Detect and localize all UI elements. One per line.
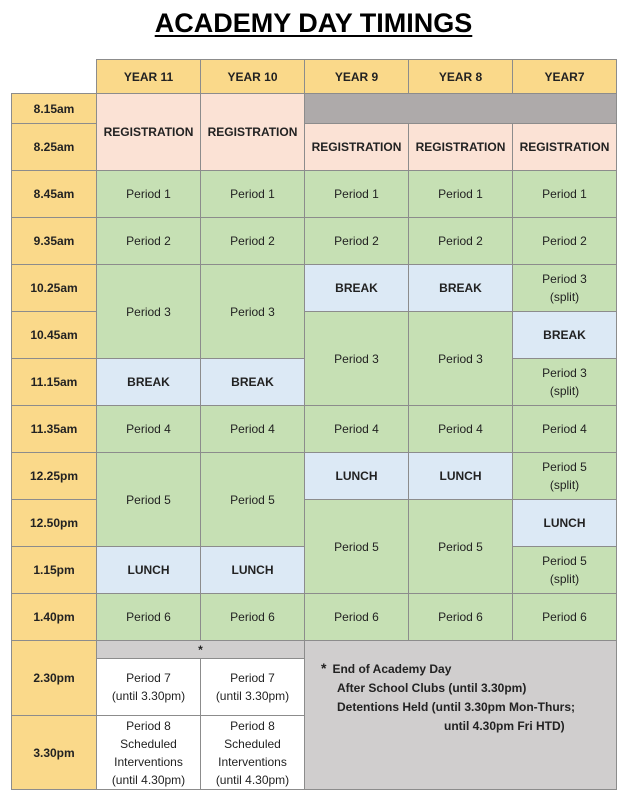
- period-cell: Period 6: [201, 594, 305, 641]
- time-cell: 11.35am: [12, 406, 97, 453]
- period-cell: Period 1: [513, 171, 617, 218]
- note-line: After School Clubs (until 3.30pm): [337, 681, 527, 695]
- period-cell: Period 4: [97, 406, 201, 453]
- table-row: [12, 594, 617, 641]
- period-cell: Period 1: [305, 171, 409, 218]
- time-cell: 3.30pm: [12, 716, 97, 790]
- header-year-11: YEAR 11: [97, 60, 201, 94]
- period-cell: Period 2: [409, 218, 513, 265]
- period-label: Period 7: [230, 671, 275, 685]
- registration-cell: REGISTRATION: [409, 124, 513, 171]
- split-label: (split): [549, 290, 580, 304]
- time-cell: 9.35am: [12, 218, 97, 265]
- timetable: [11, 59, 617, 790]
- table-row: [12, 641, 617, 659]
- corner-cell: [12, 60, 97, 94]
- period-7-cell: [97, 659, 201, 716]
- split-label: (split): [549, 478, 580, 492]
- scheduled-label: Scheduled: [224, 736, 281, 751]
- time-cell: 12.50pm: [12, 500, 97, 547]
- period-cell: Period 2: [305, 218, 409, 265]
- period-cell: Period 3: [97, 265, 201, 359]
- break-cell: BREAK: [305, 265, 409, 312]
- time-cell: 10.45am: [12, 312, 97, 359]
- period-cell: Period 5: [97, 453, 201, 547]
- header-year-9: YEAR 9: [305, 60, 409, 94]
- period-split-cell: [513, 453, 617, 500]
- break-cell: BREAK: [513, 312, 617, 359]
- period-cell: Period 2: [97, 218, 201, 265]
- period-cell: Period 1: [97, 171, 201, 218]
- period-label: Period 5: [542, 554, 587, 568]
- registration-cell: REGISTRATION: [513, 124, 617, 171]
- split-label: (split): [549, 384, 580, 398]
- time-cell: 2.30pm: [12, 641, 97, 716]
- period-split-cell: [513, 359, 617, 406]
- period-split-cell: [513, 547, 617, 594]
- period-label: Period 5: [542, 460, 587, 474]
- registration-cell: REGISTRATION: [305, 124, 409, 171]
- lunch-cell: LUNCH: [97, 547, 201, 594]
- period-cell: Period 2: [201, 218, 305, 265]
- closed-cell: [305, 94, 617, 124]
- time-cell: 8.25am: [12, 124, 97, 171]
- scheduled-label: Scheduled: [120, 736, 177, 751]
- until-label: (until 4.30pm): [111, 772, 186, 787]
- time-cell: 10.25am: [12, 265, 97, 312]
- period-label: Period 8: [126, 718, 171, 733]
- interventions-label: Interventions: [114, 754, 183, 769]
- lunch-cell: LUNCH: [409, 453, 513, 500]
- lunch-cell: LUNCH: [201, 547, 305, 594]
- period-cell: Period 3: [409, 312, 513, 406]
- table-row: [12, 94, 617, 124]
- asterisk-icon: *: [321, 660, 327, 676]
- period-cell: Period 4: [305, 406, 409, 453]
- period-cell: Period 1: [201, 171, 305, 218]
- period-label: Period 3: [542, 272, 587, 286]
- until-label: (until 4.30pm): [215, 772, 290, 787]
- period-cell: Period 6: [305, 594, 409, 641]
- time-cell: 8.45am: [12, 171, 97, 218]
- period-label: Period 8: [230, 718, 275, 733]
- period-cell: Period 5: [201, 453, 305, 547]
- break-cell: BREAK: [201, 359, 305, 406]
- period-cell: Period 3: [305, 312, 409, 406]
- period-label: Period 3: [542, 366, 587, 380]
- header-year-10: YEAR 10: [201, 60, 305, 94]
- period-cell: Period 5: [409, 500, 513, 594]
- header-year-8: YEAR 8: [409, 60, 513, 94]
- break-cell: BREAK: [97, 359, 201, 406]
- note-line: until 4.30pm Fri HTD): [444, 719, 565, 733]
- period-cell: Period 6: [97, 594, 201, 641]
- until-label: (until 3.30pm): [111, 689, 186, 703]
- period-cell: Period 6: [513, 594, 617, 641]
- end-of-day-marker: *: [97, 641, 305, 659]
- note-line: * End of Academy Day: [321, 660, 452, 676]
- header-row: [12, 60, 617, 94]
- break-cell: BREAK: [409, 265, 513, 312]
- period-cell: Period 5: [305, 500, 409, 594]
- period-cell: Period 6: [409, 594, 513, 641]
- time-cell: 12.25pm: [12, 453, 97, 500]
- split-label: (split): [549, 572, 580, 586]
- table-row: [12, 265, 617, 312]
- registration-cell: REGISTRATION: [201, 94, 305, 171]
- time-cell: 1.40pm: [12, 594, 97, 641]
- period-cell: Period 4: [513, 406, 617, 453]
- period-cell: Period 3: [201, 265, 305, 359]
- period-8-cell: [201, 716, 305, 790]
- period-cell: Period 1: [409, 171, 513, 218]
- table-row: [12, 171, 617, 218]
- note-line: Detentions Held (until 3.30pm Mon-Thurs;: [337, 700, 576, 714]
- header-year-7: YEAR7: [513, 60, 617, 94]
- lunch-cell: LUNCH: [305, 453, 409, 500]
- end-of-day-note: [305, 641, 617, 790]
- interventions-label: Interventions: [218, 754, 287, 769]
- registration-cell: REGISTRATION: [97, 94, 201, 171]
- period-cell: Period 4: [409, 406, 513, 453]
- table-row: [12, 406, 617, 453]
- period-7-cell: [201, 659, 305, 716]
- until-label: (until 3.30pm): [215, 689, 290, 703]
- period-cell: Period 4: [201, 406, 305, 453]
- period-cell: Period 2: [513, 218, 617, 265]
- table-row: [12, 453, 617, 500]
- time-cell: 8.15am: [12, 94, 97, 124]
- period-label: Period 7: [126, 671, 171, 685]
- period-split-cell: [513, 265, 617, 312]
- period-8-cell: [97, 716, 201, 790]
- time-cell: 11.15am: [12, 359, 97, 406]
- table-row: [12, 218, 617, 265]
- page-title: ACADEMY DAY TIMINGS: [154, 8, 473, 38]
- time-cell: 1.15pm: [12, 547, 97, 594]
- lunch-cell: LUNCH: [513, 500, 617, 547]
